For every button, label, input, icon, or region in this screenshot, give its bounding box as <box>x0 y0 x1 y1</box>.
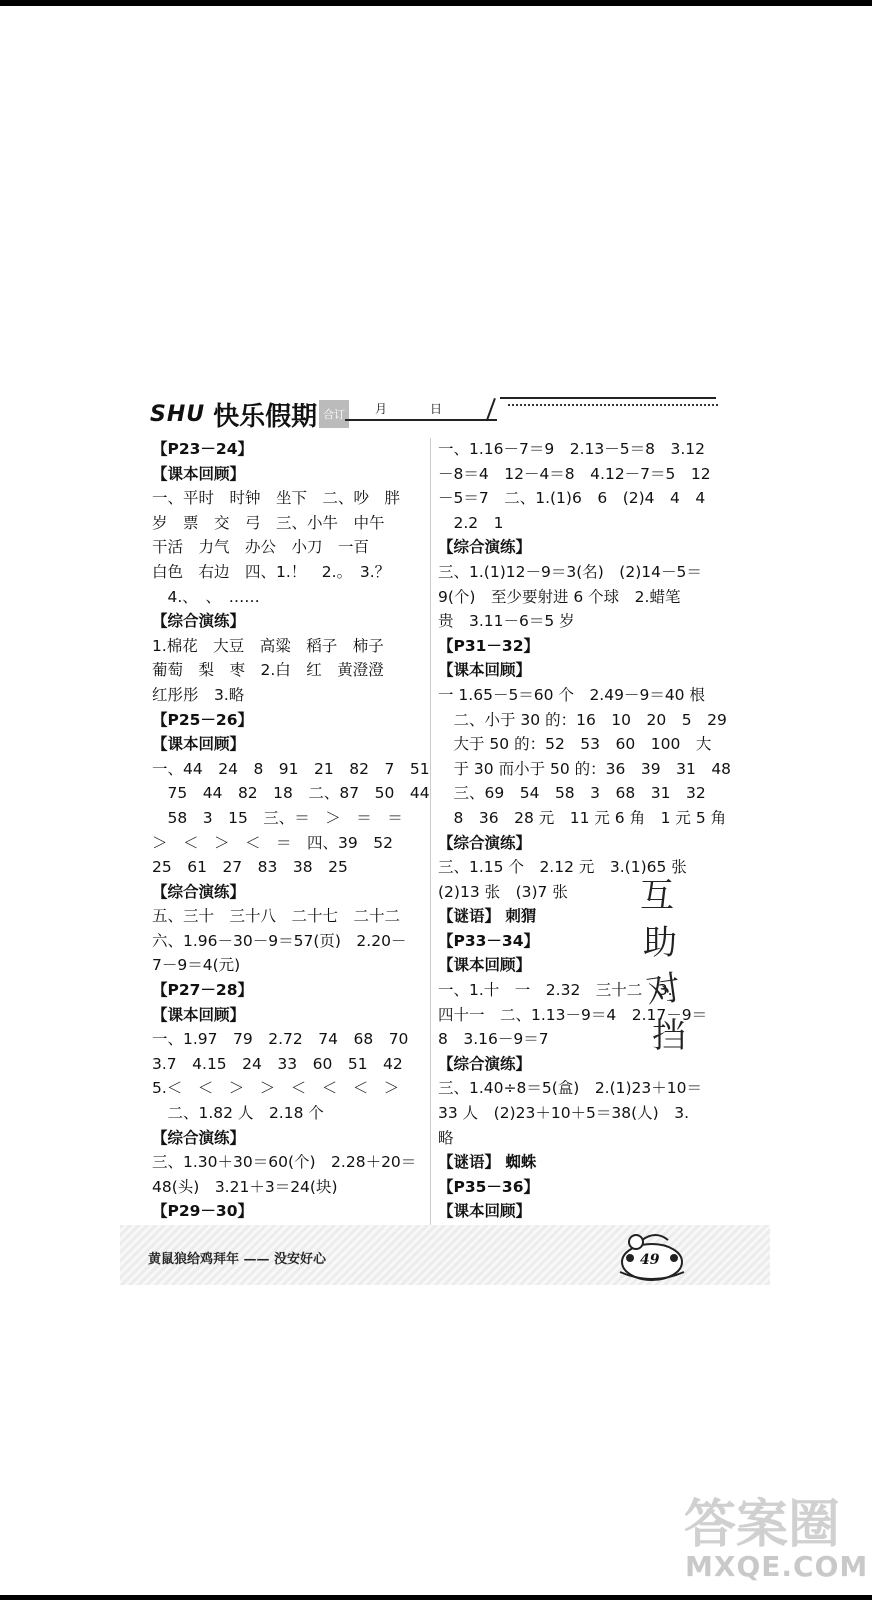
answer-line: 贵 3.11－6＝5 岁 <box>438 612 575 631</box>
answer-line: 一 1.65－5＝60 个 2.49－9＝40 根 <box>438 685 705 704</box>
section-heading: 【综合演练】 <box>152 1128 246 1147</box>
answer-line: 48(头) 3.21＋3＝24(块) <box>152 1177 338 1196</box>
handwriting-char: 挡 <box>652 1016 686 1056</box>
answer-line: －5＝7 二、1.(1)6 6 (2)4 4 4 <box>438 489 706 508</box>
watermark-url: MXQE.COM <box>685 1550 869 1583</box>
section-heading: 【综合演练】 <box>152 612 246 631</box>
answer-line: 58 3 15 三、＝ ＞ ＝ ＝ <box>152 808 403 827</box>
answer-line: 7－9＝4(元) <box>152 956 241 975</box>
answer-line: ＞ ＜ ＞ ＜ ＝ 四、39 52 <box>152 833 393 852</box>
section-heading: 【谜语】 蜘蛛 <box>438 1153 537 1172</box>
section-heading: 【P29－30】 <box>152 1202 253 1221</box>
handwriting-char: 对 <box>643 967 684 1013</box>
header-rule-slant <box>486 398 496 421</box>
top-border <box>0 0 872 6</box>
header-rule <box>345 419 497 421</box>
answer-column-right <box>438 437 732 1249</box>
section-heading: 【P25－26】 <box>152 710 253 729</box>
answer-line: 9(个) 至少要射进 6 个球 2.蜡笔 <box>438 587 681 606</box>
answer-line: 75 44 82 18 二、87 50 44 <box>152 784 430 803</box>
answer-line: 25 61 27 83 38 25 <box>152 858 348 877</box>
answer-line: 2.2 1 <box>438 513 504 532</box>
day-label: 日 <box>430 402 443 416</box>
section-heading: 【课本回顾】 <box>152 735 246 754</box>
column-divider <box>430 438 431 1238</box>
answer-line: 岁 票 交 弓 三、小牛 中午 <box>152 513 385 532</box>
answer-line: －8＝4 12－4＝8 4.12－7＝5 12 <box>438 464 711 483</box>
answer-line: 三、1.15 个 2.12 元 3.(1)65 张 <box>438 858 687 877</box>
answer-line: 二、小于 30 的：16 10 20 5 29 <box>438 710 727 729</box>
brand-logo <box>150 394 349 434</box>
section-heading: 【课本回顾】 <box>152 1005 246 1024</box>
answer-line: 一、44 24 8 91 21 82 7 51 <box>152 759 430 778</box>
page-number: 49 <box>640 1252 660 1268</box>
section-heading: 【课本回顾】 <box>438 1202 532 1221</box>
answer-line: 白色 右边 四、1.！ 2.。 3.？ <box>152 562 391 581</box>
answer-line: (2)13 张 (3)7 张 <box>438 882 568 901</box>
watermark-logo-text: 答案圈 <box>684 1495 840 1555</box>
section-heading: 【谜语】 刺猬 <box>438 907 537 926</box>
answer-line: 4.、 、 …… <box>152 587 260 606</box>
section-heading: 【课本回顾】 <box>152 464 246 483</box>
answer-line: 于 30 而小于 50 的：36 39 31 48 <box>438 759 732 778</box>
header-rule-top <box>500 397 716 399</box>
answer-line: 三、1.30＋30＝60(个) 2.28＋20＝ <box>152 1153 417 1172</box>
answer-line: 8 3.16－9＝7 <box>438 1030 549 1049</box>
section-heading: 【综合演练】 <box>438 833 532 852</box>
answer-column-left <box>152 437 430 1249</box>
answer-line: 一、平时 时钟 坐下 二、吵 胖 <box>152 489 401 508</box>
answer-line: 三、1.(1)12－9＝3(名) (2)14－5＝ <box>438 562 702 581</box>
brand-tag: 合订 <box>319 400 349 428</box>
header-dotted-rule <box>508 404 718 406</box>
answer-line: 一、1.97 79 2.72 74 68 70 <box>152 1030 409 1049</box>
section-heading: 【综合演练】 <box>152 882 246 901</box>
section-heading: 【P33－34】 <box>438 931 539 950</box>
section-heading: 【综合演练】 <box>438 538 532 557</box>
answer-line: 红彤彤 3.略 <box>152 685 245 704</box>
answer-line: 1.棉花 大豆 高粱 稻子 柿子 <box>152 636 384 655</box>
answer-line: 大于 50 的：52 53 60 100 大 <box>438 735 712 754</box>
answer-line: 五、三十 三十八 二十七 二十二 <box>152 907 401 926</box>
brand-prefix: SHU <box>150 401 206 427</box>
answer-line: 二、1.82 人 2.18 个 <box>152 1104 324 1123</box>
section-heading: 【P23－24】 <box>152 440 253 458</box>
answer-line: 一、1.16－7＝9 2.13－5＝8 3.12 <box>438 440 705 458</box>
answer-line: 三、1.40÷8＝5(盒) 2.(1)23＋10＝ <box>438 1079 703 1098</box>
answer-line: 略 <box>438 1128 454 1147</box>
answer-line: 8 36 28 元 11 元 6 角 1 元 5 角 <box>438 808 727 827</box>
answer-line: 六、1.96－30－9＝57(页) 2.20－ <box>152 931 407 950</box>
answer-line: 33 人 (2)23＋10＋5＝38(人) 3. <box>438 1104 690 1123</box>
answer-line: 一、1.十 一 2.32 三十二 3. <box>438 981 673 1000</box>
answer-line: 干活 力气 办公 小刀 一百 <box>152 538 370 557</box>
section-heading: 【课本回顾】 <box>438 956 532 975</box>
section-heading: 【课本回顾】 <box>438 661 532 680</box>
answer-line: 葡萄 梨 枣 2.白 红 黄澄澄 <box>152 661 384 680</box>
handwriting-char: 助 <box>643 923 677 963</box>
handwriting-char: 互 <box>640 876 674 916</box>
answer-line: 3.7 4.15 24 33 60 51 42 <box>152 1054 403 1073</box>
section-heading: 【P35－36】 <box>438 1177 539 1196</box>
answer-line: 5.＜ ＜ ＞ ＞ ＜ ＜ ＜ ＞ <box>152 1079 400 1098</box>
month-label: 月 <box>375 402 388 416</box>
answer-line: 三、69 54 58 3 68 31 32 <box>438 784 706 803</box>
answer-line: 四十一 二、1.13－9＝4 2.17－9＝ <box>438 1005 708 1024</box>
section-heading: 【P31－32】 <box>438 636 539 655</box>
bottom-border <box>0 1595 872 1600</box>
brand-title: 快乐假期 <box>213 401 318 432</box>
footer-slogan: 黄鼠狼给鸡拜年 —— 没安好心 <box>148 1252 327 1267</box>
section-heading: 【综合演练】 <box>438 1054 532 1073</box>
section-heading: 【P27－28】 <box>152 981 253 1000</box>
